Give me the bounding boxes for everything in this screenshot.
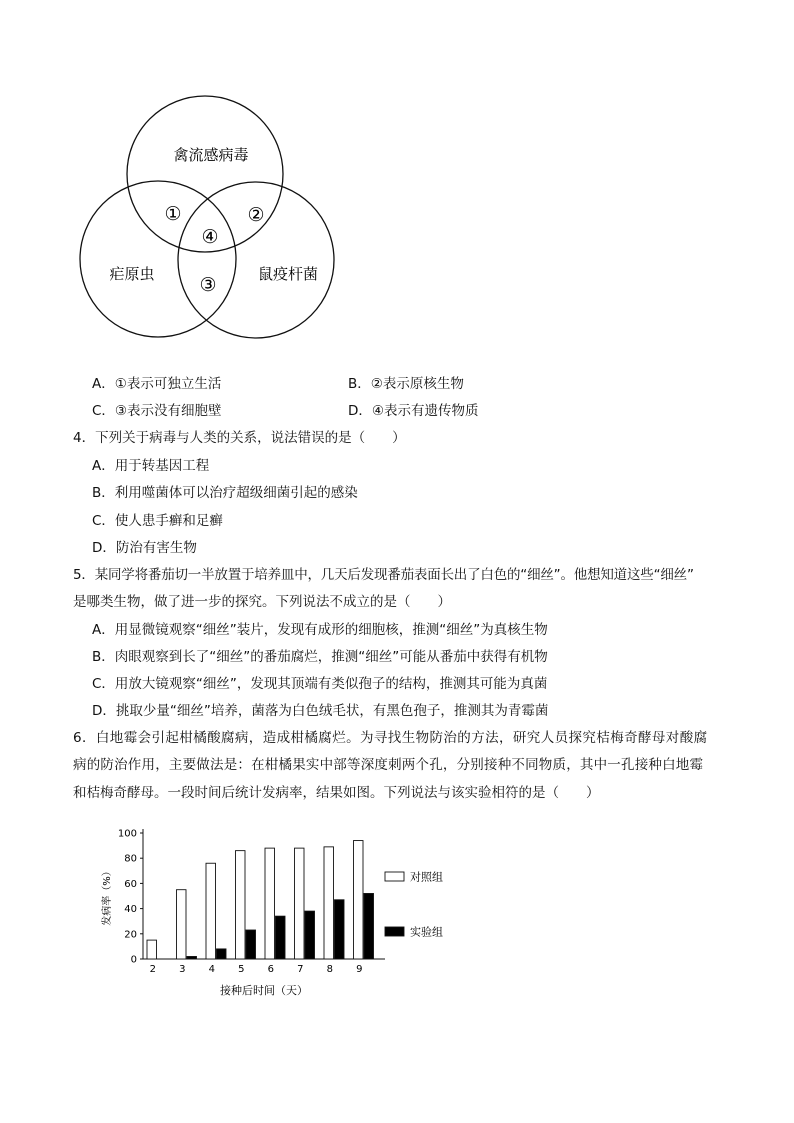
y-tick-label: 20	[124, 929, 137, 941]
experiment-bar	[246, 930, 256, 959]
control-bar	[354, 841, 364, 959]
region-3-label: ③	[199, 274, 217, 296]
x-axis-label: 接种后时间（天）	[220, 984, 308, 997]
control-bar	[324, 847, 334, 959]
q5-option-a[interactable]: A．用显微镜观察“细丝”装片，发现有成形的细胞核，推测“细丝”为真核生物	[92, 622, 548, 638]
control-bar	[177, 890, 187, 959]
y-tick-label: 80	[124, 853, 137, 865]
y-tick-label: 60	[124, 878, 137, 890]
legend-swatch	[385, 927, 404, 936]
q6-stem-line1: 6．白地霉会引起柑橘酸腐病，造成柑橘腐烂。为寻找生物防治的方法，研究人员探究桔梅奇酵母对酸腐	[73, 730, 708, 746]
q3-option-c[interactable]: C．③表示没有细胞壁	[92, 403, 222, 419]
control-bar	[236, 851, 246, 959]
q4-option-c[interactable]: C．使人患手癣和足癣	[92, 513, 223, 529]
q5-option-d[interactable]: D．挑取少量“细丝”培养，菌落为白色绒毛状，有黑色孢子，推测其为青霉菌	[92, 703, 549, 719]
venn-diagram	[70, 92, 370, 352]
y-tick-label: 40	[124, 904, 137, 916]
q4-stem: 4．下列关于病毒与人类的关系，说法错误的是（ ）	[73, 430, 406, 446]
x-tick-label: 9	[356, 964, 363, 975]
x-tick-label: 6	[267, 964, 274, 975]
q3-option-d[interactable]: D．④表示有遗传物质	[348, 403, 479, 419]
experiment-bar	[364, 893, 374, 959]
q5-option-b[interactable]: B．肉眼观察到长了“细丝”的番茄腐烂，推测“细丝”可能从番茄中获得有机物	[92, 649, 548, 665]
incidence-bar-chart	[95, 820, 475, 1010]
q4-option-a[interactable]: A．用于转基因工程	[92, 458, 210, 474]
q3-option-a[interactable]: A．①表示可独立生活	[92, 376, 222, 392]
bacteria-label: 鼠疫杆菌	[257, 265, 319, 283]
q6-stem-line2: 病的防治作用，主要做法是：在柑橘果实中部等深度刺两个孔，分别接种不同物质，其中一孔接种白地霉	[73, 757, 704, 773]
region-4-label: ④	[201, 226, 219, 248]
region-1-label: ①	[164, 203, 182, 225]
legend-label: 实验组	[410, 925, 443, 939]
y-tick-label: 0	[130, 954, 137, 966]
q5-stem-line1: 5．某同学将番茄切一半放置于培养皿中，几天后发现番茄表面长出了白色的“细丝”。他想知道这些“细丝”	[73, 567, 694, 583]
q5-option-c[interactable]: C．用放大镜观察“细丝”，发现其顶端有类似孢子的结构，推测其可能为真菌	[92, 676, 548, 692]
control-bar	[147, 940, 157, 959]
legend-swatch	[385, 872, 404, 881]
y-tick-label: 100	[117, 828, 137, 840]
experiment-bar	[305, 911, 315, 959]
experiment-bar	[276, 916, 286, 959]
plasmodium-circle	[80, 181, 236, 337]
region-2-label: ②	[247, 204, 265, 226]
q3-option-b[interactable]: B．②表示原核生物	[348, 376, 464, 392]
experiment-bar	[335, 900, 345, 959]
q4-option-b[interactable]: B．利用噬菌体可以治疗超级细菌引起的感染	[92, 485, 358, 501]
control-bar	[265, 848, 275, 959]
control-bar	[206, 863, 216, 959]
x-tick-label: 4	[208, 964, 215, 975]
y-axis-label: 发病率（%）	[102, 866, 113, 926]
x-tick-label: 2	[149, 964, 156, 975]
experiment-bar	[187, 956, 197, 959]
x-tick-label: 3	[179, 964, 186, 975]
virus-label: 禽流感病毒	[173, 146, 249, 164]
q4-option-d[interactable]: D．防治有害生物	[92, 540, 197, 556]
x-tick-label: 5	[238, 964, 245, 975]
x-tick-label: 8	[326, 964, 333, 975]
x-tick-label: 7	[297, 964, 304, 975]
q5-stem-line2: 是哪类生物，做了进一步的探究。下列说法不成立的是（ ）	[73, 594, 451, 610]
q6-stem-line3: 和桔梅奇酵母。一段时间后统计发病率，结果如图。下列说法与该实验相符的是（ ）	[73, 785, 600, 801]
experiment-bar	[217, 949, 227, 959]
legend-label: 对照组	[410, 870, 443, 884]
plasmodium-label: 疟原虫	[109, 265, 155, 283]
control-bar	[295, 848, 305, 959]
